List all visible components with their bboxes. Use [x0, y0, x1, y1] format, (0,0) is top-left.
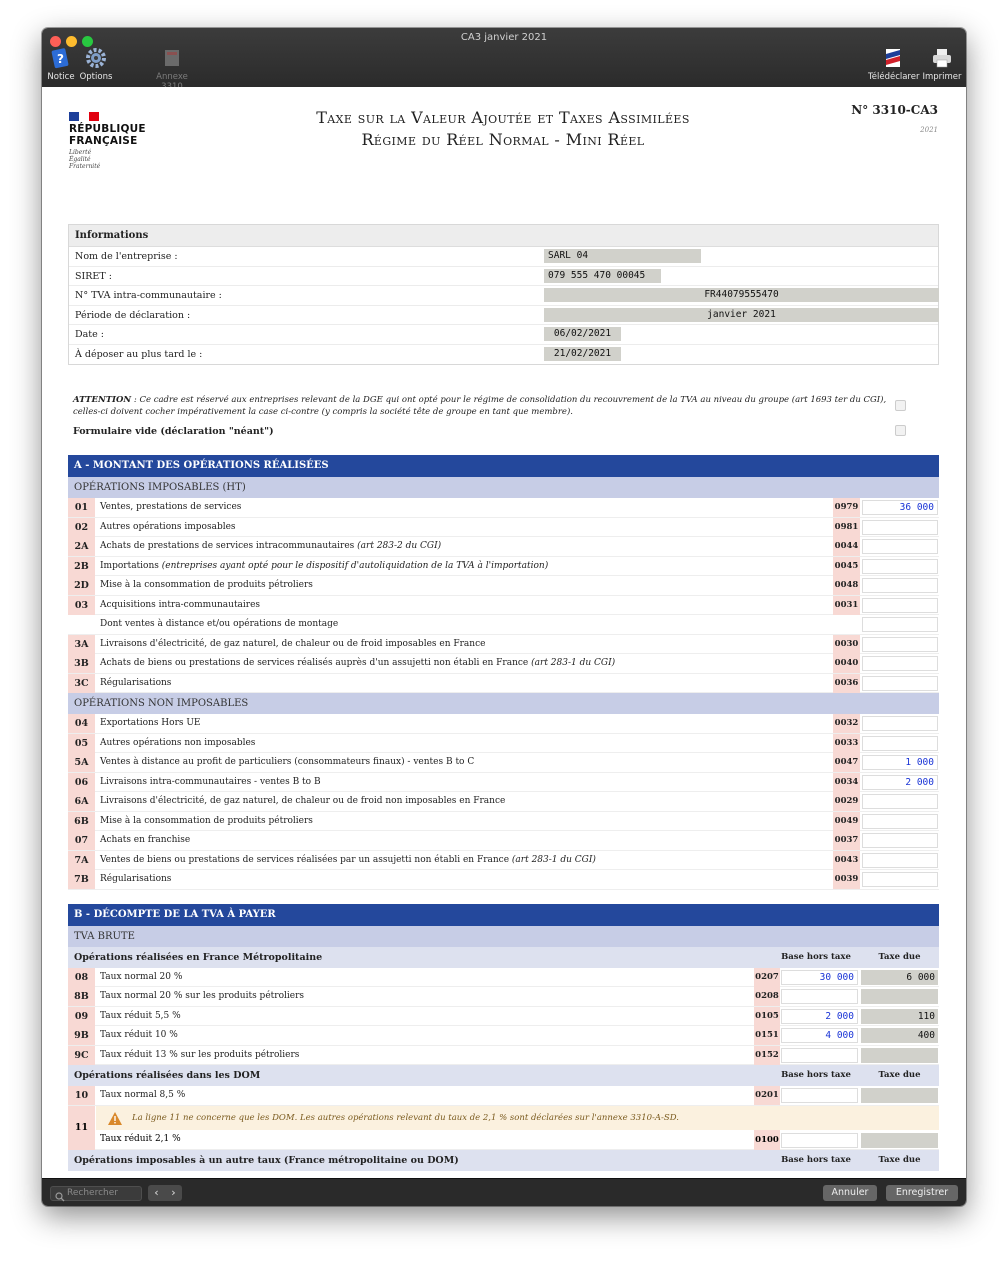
dge-consolidation-checkbox[interactable] — [895, 400, 906, 411]
line-number: 3A — [68, 635, 95, 654]
group-metropole-header: Opérations réalisées en France Métropolitaine Base hors taxe Taxe due — [68, 947, 939, 968]
line-number: 04 — [68, 714, 95, 733]
window-title: CA3 janvier 2021 — [460, 32, 548, 43]
amount-input[interactable] — [862, 794, 938, 809]
cancel-button[interactable]: Annuler — [823, 1185, 877, 1201]
amount-input[interactable] — [862, 676, 938, 691]
options-button[interactable]: Options — [79, 46, 113, 82]
box-code: 0039 — [833, 870, 860, 889]
operation-row: 02 Autres opérations imposables 0981 — [68, 518, 939, 538]
base-input[interactable]: 30 000 — [781, 970, 858, 985]
date-field[interactable]: 06/02/2021 — [544, 327, 621, 341]
tax-field-0100 — [861, 1133, 938, 1148]
form-year: 2021 — [920, 126, 938, 134]
tva-row-10: 10 Taux normal 8,5 % 0201 — [68, 1086, 939, 1106]
operation-row: 5A Ventes à distance au profit de particuliers (consommateurs finaux) - ventes B to C 0047 1 000 — [68, 753, 939, 773]
tax-due-field: 400 — [861, 1028, 938, 1043]
line-number: 06 — [68, 773, 95, 792]
info-row-company: Nom de l'entreprise : SARL 04 — [69, 247, 938, 267]
operation-row: 2A Achats de prestations de services intracommunautaires (art 283-2 du CGI) 0044 — [68, 537, 939, 557]
box-code: 0036 — [833, 674, 860, 693]
box-code: 0034 — [833, 773, 860, 792]
section-b-heading: B - DÉCOMPTE DE LA TVA À PAYER — [68, 904, 939, 926]
operation-row: 06 Livraisons intra-communautaires - ventes B to B 0034 2 000 — [68, 773, 939, 793]
line-number: 8B — [68, 987, 95, 1006]
amount-input[interactable]: 36 000 — [862, 500, 938, 515]
tva-row: 8B Taux normal 20 % sur les produits pétroliers 0208 — [68, 987, 939, 1007]
box-code: 0049 — [833, 812, 860, 831]
group-other-rate-header: Opérations imposables à un autre taux (France métropolitaine ou DOM) Base hors taxe Taxe due — [68, 1150, 939, 1171]
amount-input[interactable] — [862, 520, 938, 535]
box-code: 0037 — [833, 831, 860, 850]
box-code: 0032 — [833, 714, 860, 733]
box-code: 0044 — [833, 537, 860, 556]
line-number: 3B — [68, 654, 95, 673]
line-number: 2D — [68, 576, 95, 595]
form-title: Taxe sur la Valeur Ajoutée et Taxes Assimilées Régime du Réel Normal - Mini Réel — [316, 108, 690, 149]
amount-input[interactable] — [862, 637, 938, 652]
operation-row: 3B Achats de biens ou prestations de services réalisés auprès d'un assujetti non établi en France (art 283-1 du CGI) 0040 — [68, 654, 939, 674]
line-number: 3C — [68, 674, 95, 693]
tva-row: 9B Taux réduit 10 % 0151 4 000 400 — [68, 1026, 939, 1046]
group-dom-header: Opérations réalisées dans les DOM Base hors taxe Taxe due — [68, 1065, 939, 1086]
title-bar — [42, 28, 966, 87]
form-number: N° 3310-CA3 — [851, 103, 938, 117]
box-code: 0030 — [833, 635, 860, 654]
box-code: 0045 — [833, 557, 860, 576]
operation-row: 3A Livraisons d'électricité, de gaz naturel, de chaleur ou de froid imposables en France 0030 — [68, 635, 939, 655]
section-a: A - MONTANT DES OPÉRATIONS RÉALISÉES OPÉRATIONS IMPOSABLES (HT) 01 Ventes, prestations de services 0979 36 000 02 Autres opérations imposables 0981 2A Achats de prestations de services intracommunautaires (art 283-2 du CGI) 0044 2B Importations (entreprises ayant opté pour le dispositif d'autoliquidation de la TVA à l'importation) 0045 2D Mise à la consommation de produits pétroliers 0048 03 Acquisitions intra-communautaires 0031 Dont ventes à distance et/ou opérations de montage 3A Livraisons d'électricité, de gaz naturel, de chaleur ou de froid imposables en France 0030 3B Achats de biens ou prestations de services réalisés auprès d'un assujetti non établi en France (art 283-1 du CGI) 0040 3C Régularisations 0036 OPÉRATIONS NON IMPOSABLES 04 Exportations Hors UE 0032 05 Autres opérations non imposables 0033 5A Ventes à distance au profit de particuliers (consommateurs finaux) - ventes B to C 0047 1 000 06 Livraisons intra-communautaires - ventes B to B 0034 2 000 6A Livraisons d'électricité, de gaz naturel, de chaleur ou de froid non imposables en France 0029 6B Mise à la consommation de produits pétroliers 0049 07 Achats en franchise 0037 7A Ventes de biens ou prestations de services réalisées par un assujetti non établi en France (art 283-1 du CGI) 0043 7B Régularisations 0039 B - DÉCOMPTE DE LA TVA À PAYER TVA BRUTE Opérations réalisées en France Métropolitaine Base hors taxe Taxe due 08 Taux normal 20 % 0207 30 000 6 000 8B Taux normal 20 % sur les produits pétroliers 0208 09 Taux réduit 5,5 % 0105 2 000 110 9B Taux réduit 10 % 0151 4 000 400 9C Taux réduit 13 % sur les produits pétroliers 0152 Opérations réalisées dans les DOM Base hors taxe Taxe due 10 Taux normal 8,5 % 0201 11 La ligne 11 ne concerne que les DOM. Les autres opérations relevant du taux de 2,1 % sont déclarées sur l'annexe 3310-A-SD. Taux réduit 2,1 % 0100 Opérations imposables à un autre taux (France métropolitaine ou DOM) Base hors taxe Taxe due — [68, 455, 939, 1171]
neant-checkbox[interactable] — [895, 425, 906, 436]
amount-input[interactable] — [862, 716, 938, 731]
operation-row: 2D Mise à la consommation de produits pétroliers 0048 — [68, 576, 939, 596]
base-input[interactable]: 2 000 — [781, 1009, 858, 1024]
operation-row: 2B Importations (entreprises ayant opté pour le dispositif d'autoliquidation de la TVA à l'importation) 0045 — [68, 557, 939, 577]
amount-input[interactable]: 2 000 — [862, 775, 938, 790]
search-nav — [148, 1185, 182, 1201]
line-number: 05 — [68, 734, 95, 753]
amount-input[interactable] — [862, 872, 938, 887]
tva-number-field[interactable]: FR44079555470 — [544, 288, 939, 302]
amount-input[interactable] — [862, 736, 938, 751]
amount-input[interactable]: 1 000 — [862, 755, 938, 770]
amount-input[interactable] — [862, 833, 938, 848]
line-number: 9B — [68, 1026, 95, 1045]
box-code: 0048 — [833, 576, 860, 595]
save-button[interactable]: Enregistrer — [886, 1185, 958, 1201]
box-code: 0029 — [833, 792, 860, 811]
next-result-button[interactable]: › — [171, 1186, 176, 1199]
base-input[interactable]: 4 000 — [781, 1028, 858, 1043]
info-row-deadline: À déposer au plus tard le : 21/02/2021 — [69, 345, 938, 365]
info-row-siret: SIRET : 079 555 470 00045 — [69, 267, 938, 287]
line-number: 6B — [68, 812, 95, 831]
amount-input[interactable] — [862, 814, 938, 829]
neant-label: Formulaire vide (déclaration "néant") — [73, 426, 274, 437]
box-code: 0207 — [754, 968, 780, 987]
siret-field[interactable]: 079 555 470 00045 — [544, 269, 661, 283]
operation-row: 7A Ventes de biens ou prestations de services réalisées par un assujetti non établi en France (art 283-1 du CGI) 0043 — [68, 851, 939, 871]
line-number: 01 — [68, 498, 95, 517]
app-window — [42, 28, 966, 1206]
period-field[interactable]: janvier 2021 — [544, 308, 939, 322]
operation-row: Dont ventes à distance et/ou opérations de montage — [68, 615, 939, 635]
operation-row: 03 Acquisitions intra-communautaires 0031 — [68, 596, 939, 616]
bottom-bar — [42, 1178, 966, 1206]
amount-input[interactable] — [862, 598, 938, 613]
tax-due-field: 6 000 — [861, 970, 938, 985]
republique-francaise-logo: RÉPUBLIQUE FRANÇAISE Liberté Égalité Fraternité — [69, 112, 146, 170]
line-number: 5A — [68, 753, 95, 772]
teledeclaration-flag-icon — [881, 46, 905, 70]
amount-input[interactable] — [862, 617, 938, 632]
operation-row: 3C Régularisations 0036 — [68, 674, 939, 694]
teledeclarer-button[interactable]: Télédéclarer — [868, 46, 918, 82]
annexe-document-icon — [160, 46, 184, 70]
tva-row-11: 11 La ligne 11 ne concerne que les DOM. Les autres opérations relevant du taux de 2,1 % sont déclarées sur l'annexe 3310-A-SD. Taux réduit 2,1 % 0100 — [68, 1106, 939, 1150]
box-code: 0151 — [754, 1026, 780, 1045]
box-code: 0033 — [833, 734, 860, 753]
operation-row: 05 Autres opérations non imposables 0033 — [68, 734, 939, 754]
operation-row: 6A Livraisons d'électricité, de gaz naturel, de chaleur ou de froid non imposables en France 0029 — [68, 792, 939, 812]
operation-row: 07 Achats en franchise 0037 — [68, 831, 939, 851]
operation-row: 01 Ventes, prestations de services 0979 36 000 — [68, 498, 939, 518]
amount-input[interactable] — [862, 853, 938, 868]
line-number: 03 — [68, 596, 95, 615]
line-number: 9C — [68, 1046, 95, 1065]
box-code: 0152 — [754, 1046, 780, 1065]
operation-row: 7B Régularisations 0039 — [68, 870, 939, 890]
dom-warning: La ligne 11 ne concerne que les DOM. Les autres opérations relevant du taux de 2,1 % sont déclarées sur l'annexe 3310-A-SD. — [96, 1106, 939, 1130]
amount-input[interactable] — [862, 559, 938, 574]
notice-button[interactable]: ? Notice — [47, 46, 75, 82]
tax-due-field: 110 — [861, 1009, 938, 1024]
info-row-period: Période de déclaration : janvier 2021 — [69, 306, 938, 326]
base-input[interactable] — [781, 1048, 858, 1063]
tva-row: 09 Taux réduit 5,5 % 0105 2 000 110 — [68, 1007, 939, 1027]
tax-field-0201 — [861, 1088, 938, 1103]
line-number: 6A — [68, 792, 95, 811]
gear-icon — [84, 46, 108, 70]
line-number: 2A — [68, 537, 95, 556]
search-icon — [55, 1187, 65, 1206]
tva-row: 08 Taux normal 20 % 0207 30 000 6 000 — [68, 968, 939, 988]
operation-row: 6B Mise à la consommation de produits pétroliers 0049 — [68, 812, 939, 832]
deadline-field[interactable]: 21/02/2021 — [544, 347, 621, 361]
print-button[interactable]: Imprimer — [922, 46, 962, 82]
declaration-form — [42, 87, 966, 1178]
box-code: 0043 — [833, 851, 860, 870]
previous-result-button[interactable]: ‹ — [154, 1186, 159, 1199]
annexe-button[interactable]: Annexe — [146, 46, 198, 92]
base-input-0100[interactable] — [781, 1133, 858, 1148]
warning-icon — [108, 1111, 122, 1135]
operation-row: 04 Exportations Hors UE 0032 — [68, 714, 939, 734]
line-number: 09 — [68, 1007, 95, 1026]
box-code: 0981 — [833, 518, 860, 537]
line-number: 2B — [68, 557, 95, 576]
attention-notice: ATTENTION : Ce cadre est réservé aux entreprises relevant de la DGE qui ont opté pour le régime de consolidation du recouvrement de la TVA au niveau du groupe (art 1693 ter du CGI), celles-ci doivent cocher impérativement la case ci-contre (y compris la société tête de groupe en tant que membre). — [73, 395, 887, 417]
marianne-flag-icon — [69, 112, 99, 121]
amount-input[interactable] — [862, 578, 938, 593]
line-number: 7A — [68, 851, 95, 870]
tva-row: 9C Taux réduit 13 % sur les produits pétroliers 0152 — [68, 1046, 939, 1066]
line-number: 02 — [68, 518, 95, 537]
box-code: 0047 — [833, 753, 860, 772]
notice-book-icon — [49, 46, 73, 70]
box-code: 0979 — [833, 498, 860, 517]
line-number: 7B — [68, 870, 95, 889]
svg-text:?: ? — [57, 52, 64, 66]
base-input[interactable] — [781, 989, 858, 1004]
line-number: 07 — [68, 831, 95, 850]
amount-input[interactable] — [862, 656, 938, 671]
box-code: 0040 — [833, 654, 860, 673]
info-row-date: Date : 06/02/2021 — [69, 325, 938, 345]
search-input[interactable]: Rechercher — [50, 1186, 142, 1201]
base-input-0201[interactable] — [781, 1088, 858, 1103]
box-code: 0031 — [833, 596, 860, 615]
box-code: 0208 — [754, 987, 780, 1006]
box-code: 0105 — [754, 1007, 780, 1026]
amount-input[interactable] — [862, 539, 938, 554]
tax-due-field — [861, 989, 938, 1004]
info-row-tva: N° TVA intra-communautaire : FR44079555470 — [69, 286, 938, 306]
printer-icon — [930, 46, 954, 70]
informations-panel: Informations Nom de l'entreprise : SARL 04 SIRET : 079 555 470 00045 N° TVA intra-communautaire : FR44079555470 Période de déclaration : janvier 2021 Date : 06/02/2021 À déposer au plus tard le : 21/02/2021 — [68, 224, 939, 365]
line-number: 08 — [68, 968, 95, 987]
company-name-field[interactable]: SARL 04 — [544, 249, 701, 263]
tax-due-field — [861, 1048, 938, 1063]
